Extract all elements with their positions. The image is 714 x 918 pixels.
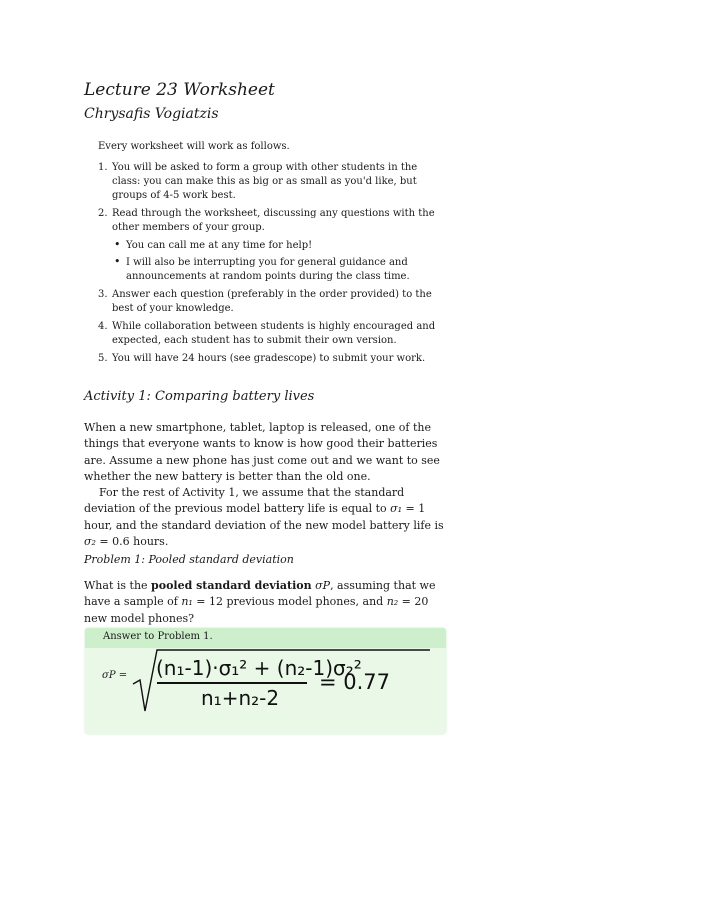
instruction-list	[98, 161, 443, 370]
list-number: 4.	[98, 321, 108, 332]
list-number: 3.	[98, 289, 108, 300]
list-text: You will have 24 hours (see gradescope) to submit your work.	[112, 353, 426, 364]
question-text: , assuming that we have a sample of	[84, 579, 436, 609]
question-bold-term: pooled standard deviation	[151, 579, 312, 592]
formula-result: = 0.77	[319, 670, 391, 694]
author-name: Chrysafis Vogiatzis	[84, 106, 219, 122]
list-item	[98, 352, 443, 366]
sub-list-text: I will also be interrupting you for general guidance and announcements at random points during the class time.	[126, 257, 410, 282]
activity-paragraph: When a new smartphone, tablet, laptop is released, one of the things that everyone wants to know is how good their batteries are. Assume a new phone has just come out and we want to see whether the new battery is better than the old one.	[84, 421, 440, 483]
sub-list-item	[112, 239, 443, 253]
handwritten-formula	[85, 628, 446, 734]
answer-box	[85, 628, 446, 734]
list-text: While collaboration between students is highly encouraged and expected, each student has to submit their own version.	[112, 321, 436, 346]
activity-paragraph-assumption	[84, 485, 446, 550]
list-number: 5.	[98, 353, 108, 364]
n1-symbol: n₁	[181, 595, 193, 609]
n2-symbol: n₂	[386, 595, 399, 609]
question-text: = 20 new model phones?	[84, 595, 429, 625]
bullet-icon: •	[114, 255, 121, 268]
formula-numerator: (n₁-1)·σ₁² + (n₂-1)σ₂²	[156, 656, 362, 680]
problem-heading: Problem 1: Pooled standard deviation	[84, 553, 294, 566]
list-text: Read through the worksheet, discussing any questions with the other members of your group.	[112, 208, 435, 233]
assumption-text: For the rest of Activity 1, we assume that the standard deviation of the previous model battery life is equal to	[84, 486, 405, 516]
question-text: = 12 previous model phones, and	[192, 595, 387, 609]
assumption-text: = 1 hour, and the standard deviation of the new model battery life is	[84, 502, 444, 532]
list-number: 2.	[98, 208, 108, 219]
page-title: Lecture 23 Worksheet	[84, 80, 275, 100]
answer-sigma-label: σP =	[102, 670, 128, 681]
answer-label: Answer to Problem 1.	[103, 631, 213, 642]
sub-list	[112, 239, 443, 284]
sub-list-item	[112, 256, 443, 284]
activity-heading: Activity 1: Comparing battery lives	[84, 389, 315, 404]
sigma-p-symbol: σP	[311, 579, 331, 592]
question-text: What is the	[84, 579, 152, 592]
sigma1-symbol: σ₁	[390, 502, 403, 516]
list-item	[98, 207, 443, 284]
list-text: Answer each question (preferably in the order provided) to the best of your knowledge.	[112, 289, 432, 314]
assumption-text: = 0.6 hours.	[95, 534, 169, 548]
list-item	[98, 320, 443, 348]
list-item	[98, 288, 443, 316]
intro-text: Every worksheet will work as follows.	[98, 141, 290, 152]
list-number: 1.	[98, 162, 108, 173]
list-text: You will be asked to form a group with other students in the class: you can make this as big or as small as you'd like, but groups of 4-5 work best.	[112, 162, 418, 201]
bullet-icon: •	[114, 238, 121, 251]
sigma2-symbol: σ₂	[84, 534, 96, 548]
formula-denominator: n₁+n₂-2	[201, 686, 280, 710]
sub-list-text: You can call me at any time for help!	[126, 240, 313, 251]
list-item	[98, 161, 443, 203]
problem-question	[84, 578, 446, 627]
